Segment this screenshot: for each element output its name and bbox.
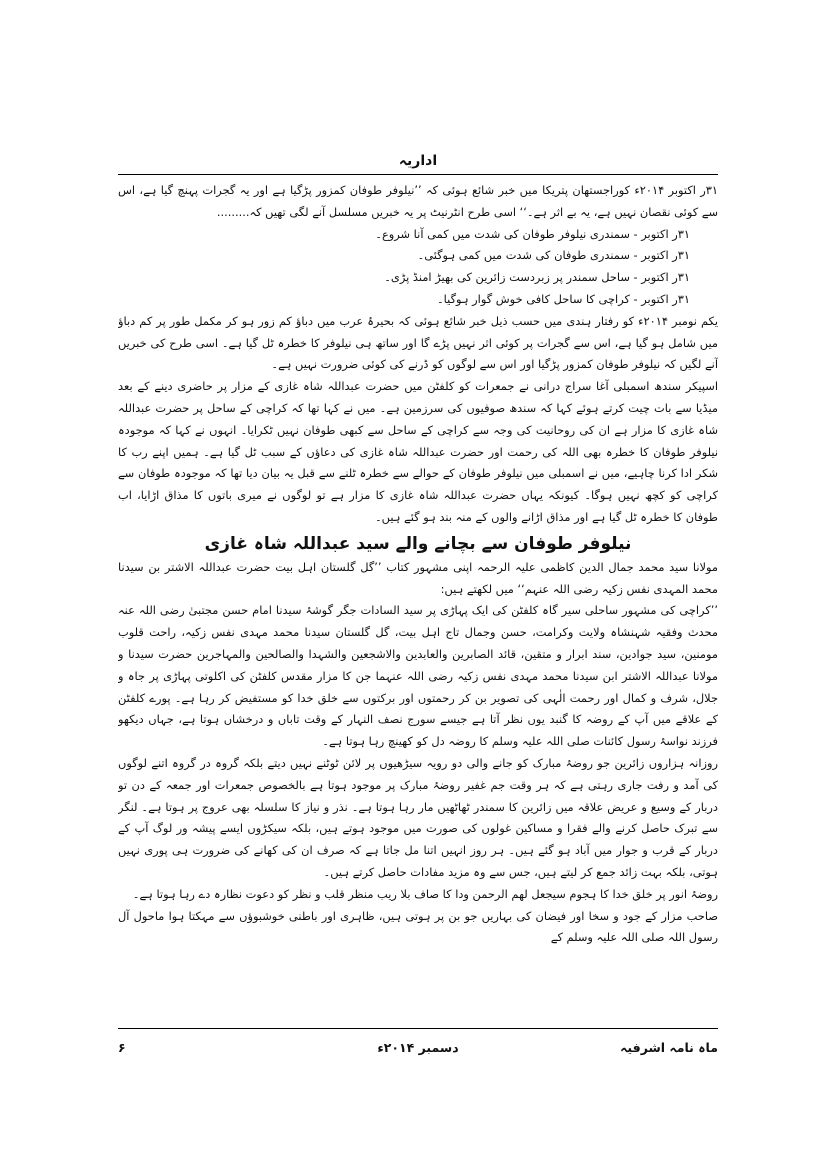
page-footer bbox=[118, 1036, 718, 1060]
page bbox=[118, 150, 718, 1030]
paragraph-8: صاحب مزار کے جود و سخا اور فیضان کی بہاریں جو بن پر ہوتی ہیں، ظاہری اور باطنی خوشبوؤں سے مہکتا ہوا ماحول آل رسول اللہ صلی اللہ علیہ وسلم کے bbox=[118, 908, 718, 945]
news-item: ۳۱ر اکتوبر - کراچی کا ساحل کافی خوش گوار ہوگیا۔ bbox=[437, 291, 690, 306]
paragraph-5: ’’کراچی کی مشہور ساحلی سیر گاہ کلفٹن کی ایک پہاڑی پر سید السادات جگر گوشۂ سیدنا امام حسن مجتبیٰ رضی اللہ عنہ محدث وفقیہ شہنشاہ ولایت وکرامت، حسن وجمال تاج اہل بیت، گل گلستان سیدنا محمد مہدی نفس زکیہ، راحت قلوب مومنین، سید جوادین، سند ابرار و متقین، قائد الصابرین والعابدین والاشجعین والشہدا والصالحین والمہاجرین حضرت سیدنا و مولانا عبداللہ الاشتر ابن سیدنا محمد مہدی نفس زکیہ رضی اللہ عنہما جن کا مزار مقدس کلفٹن کی اکلوتی پہاڑی پر جاہ و جلال، شرف و کمال اور رحمت الٰہی کی تصویر بن کر رحمتوں اور برکتوں سے خلق خدا کو مستفیض کر رہا ہے۔ پورے کلفٹن کے علاقے میں آپ کے روضہ کا گنبد یوں نظر آتا ہے جیسے سورج نصف النہار کے وقت تاباں و درخشاں ہوتا ہے، جہاں دیکھو فرزند نواسۂ رسول کائنات صلی اللہ علیہ وسلم کا روضہ دل کو کھینچ رہا ہوتا ہے۔ bbox=[118, 603, 718, 749]
paragraph-4: مولانا سید محمد جمال الدین کاظمی علیہ الرحمہ اپنی مشہور کتاب ’’گل گلستان اہل بیت حضرت عبداللہ الاشتر بن سیدنا محمد المہدی نفس زکیہ رضی اللہ عنہم‘‘ میں لکھتے ہیں: bbox=[118, 559, 718, 596]
page-header-title: اداریہ bbox=[398, 153, 438, 169]
paragraph-6: روزانہ ہزاروں زائرین جو روضۂ مبارک کو جانے والی دو رویہ سیڑھیوں پر لائن ٹوٹنے نہیں دیتے بلکہ گروہ در گروہ اتنے لوگوں کی آمد و رفت جاری رہتی ہے کہ ہر وقت جم غفیر روضۂ مبارک پر موجود ہوتا ہے بالخصوص جمعرات اور جمعہ کے دن تو دربار کے وسیع و عریض علاقہ میں زائرین کا سمندر ٹھاٹھیں مار رہا ہوتا ہے۔ نذر و نیاز کا سلسلہ بھی عروج پر ہوتا ہے۔ لنگر سے تبرک حاصل کرنے والے فقرا و مساکین غولوں کی صورت میں موجود ہوتے ہیں، بلکہ سیکڑوں ایسے پیشہ ور لوگ آپ کے دربار کے قرب و جوار میں آباد ہو گئے ہیں۔ ہر روز انہیں اتنا مل جاتا ہے کہ صرف ان کی کھانے کی ضرورت ہی پوری نہیں ہوتی، بلکہ بہت زائد جمع کر لیتے ہیں، جس سے وہ مزید مفادات حاصل کرتے ہیں۔ bbox=[118, 755, 718, 879]
paragraph-2: یکم نومبر ۲۰۱۴ء کو رفتار ہندی میں حسب ذیل خبر شائع ہوئی کہ بحیرۂ عرب میں دباؤ کم زور ہو کر مکمل طور پر کم دباؤ میں شامل ہو گیا ہے، اس سے گجرات پر کوئی اثر نہیں پڑے گا اور ساتھ ہی نیلوفر کا خطرہ ٹل گیا ہے۔ اسی طرح کی خبریں آنے لگیں کہ نیلوفر طوفان کمزور پڑگیا اور اس سے لوگوں کو ڈرنے کی کوئی ضرورت نہیں ہے۔ bbox=[118, 313, 718, 372]
news-item: ۳۱ر اکتوبر - سمندری نیلوفر طوفان کی شدت میں کمی آنا شروع۔ bbox=[375, 226, 690, 241]
news-item: ۳۱ر اکتوبر - سمندری طوفان کی شدت میں کمی ہوگئی۔ bbox=[417, 248, 690, 263]
paragraph-1: ۳۱ر اکتوبر ۲۰۱۴ء کوراجستھان پتریکا میں خبر شائع ہوئی کہ ’’نیلوفر طوفان کمزور پڑگیا ہے اور یہ گجرات پہنچ گیا ہے، اس سے کوئی نقصان نہیں ہے، یہ بے اثر ہے۔‘‘ اسی طرح انٹرنیٹ پر یہ خبریں مسلسل آنے لگی تھیں کہ......... bbox=[118, 183, 718, 219]
magazine-name: ماہ نامہ اشرفیہ bbox=[620, 1040, 718, 1055]
header-rule bbox=[118, 174, 718, 175]
page-number: ۶ bbox=[118, 1040, 126, 1055]
news-item: ۳۱ر اکتوبر - ساحل سمندر پر زبردست زائرین کی بھیڑ امنڈ پڑی۔ bbox=[384, 270, 690, 285]
article-body bbox=[118, 180, 718, 1030]
paragraph-7: روضۂ انور پر خلق خدا کا ہجوم سیجعل لھم الرحمن ودا کا صاف بلا ریب منظر قلب و نظر کو دعوت نظارہ دے رہا ہوتا ہے۔ bbox=[132, 886, 718, 901]
issue-date: دسمبر ۲۰۱۴ء bbox=[377, 1040, 459, 1055]
footer-rule bbox=[118, 1028, 718, 1029]
section-heading: نیلوفر طوفان سے بچانے والے سید عبداللہ شاہ غازی bbox=[204, 533, 632, 554]
paragraph-3: اسپیکر سندھ اسمبلی آغا سراج درانی نے جمعرات کو کلفٹن میں حضرت عبداللہ شاہ غازی کے مزار پر حاضری دینے کے بعد میڈیا سے بات چیت کرتے ہوئے کہا کہ سندھ صوفیوں کی سرزمین ہے۔ میں نے کہا تھا کہ کراچی کے ساحل پر حضرت عبداللہ شاہ غازی کا مزار ہے ان کی روحانیت کی وجہ سے کراچی کے ساحل سے کبھی طوفان نہیں ٹکرایا۔ انہوں نے کہا کہ موجودہ نیلوفر طوفان کا خطرہ بھی اللہ کی رحمت اور حضرت عبداللہ شاہ غازی کی دعاؤں کے سبب ٹل گیا ہے۔ ہمیں اپنے رب کا شکر ادا کرنا چاہیے، میں نے اسمبلی میں نیلوفر طوفان کے حوالے سے خطرہ ٹلنے سے قبل یہ بیان دیا تھا کہ موجودہ طوفان سے کراچی کو کچھ نہیں ہوگا۔ کیونکہ یہاں حضرت عبداللہ شاہ غازی کا مزار ہے تو لوگوں نے میری باتوں کا مذاق اڑایا، اب طوفان کا خطرہ ٹل گیا ہے اور مذاق اڑانے والوں کے منہ بند ہو گئے ہیں۔ bbox=[118, 379, 718, 524]
